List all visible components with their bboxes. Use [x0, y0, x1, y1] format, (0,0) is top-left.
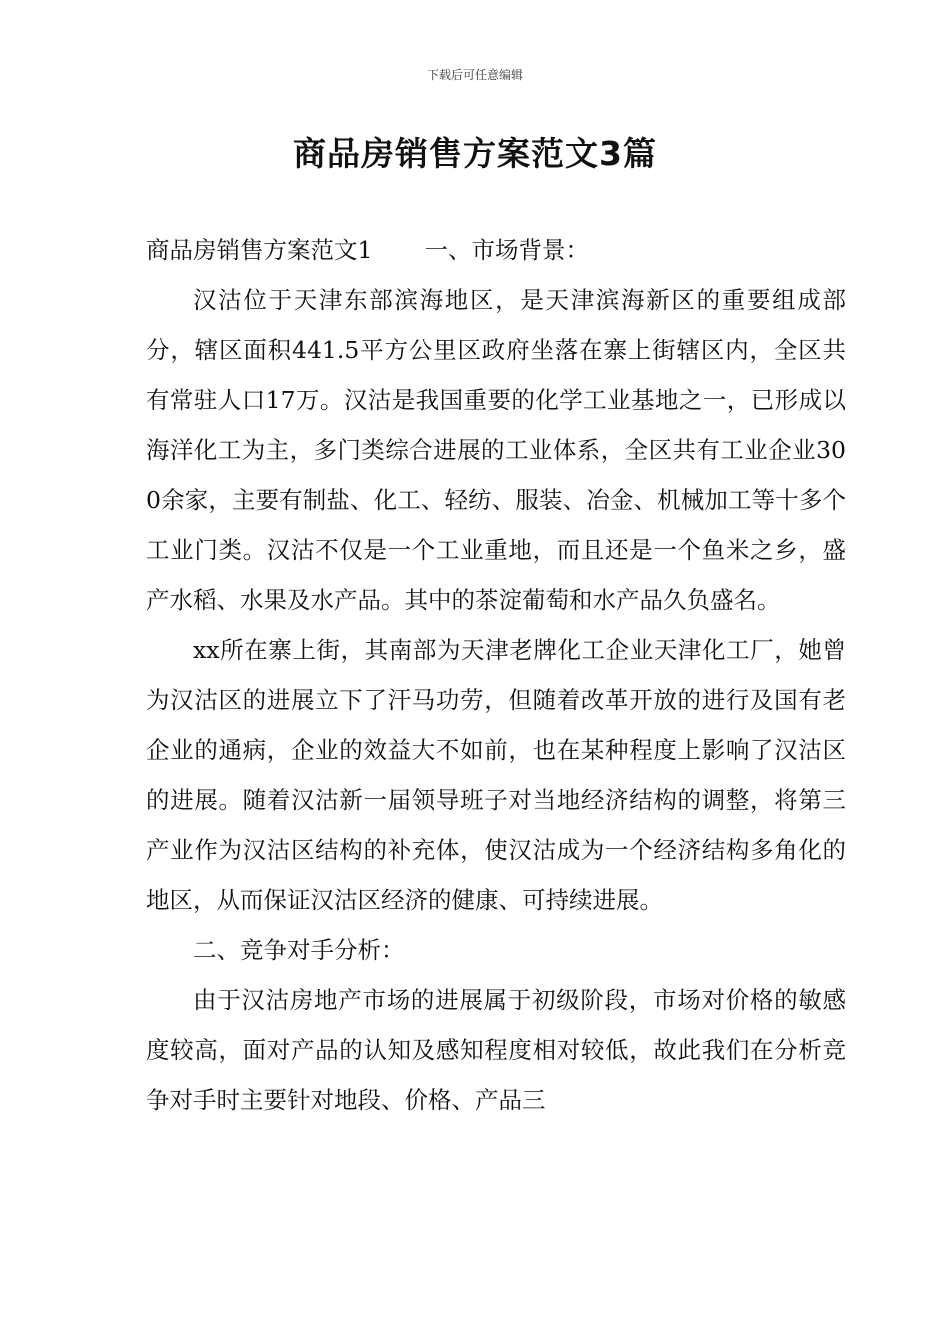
header-note: 下载后可任意编辑	[426, 68, 523, 82]
first-line	[146, 225, 846, 275]
paragraph-3: 由于汉沽房地产市场的进展属于初级阶段，市场对价格的敏感度较高，面对产品的认知及感知程度相对较低，故此我们在分析竞争对手时主要针对地段、价格、产品三	[146, 986, 846, 1114]
section-label: 商品房销售方案范文1	[146, 236, 373, 264]
section-heading: 一、市场背景：	[424, 236, 589, 264]
document-title: 商品房销售方案范文3篇	[293, 134, 657, 173]
paragraph-2: xx所在寨上街，其南部为天津老牌化工企业天津化工厂，她曾为汉沽区的进展立下了汗马功劳，但随着改革开放的进行及国有老企业的通病，企业的效益大不如前，也在某种程度上影响了汉沽区的进展。随着汉沽新一届领导班子对当地经济结构的调整，将第三产业作为汉沽区结构的补充体，使汉沽成为一个经济结构多角化的地区，从而保证汉沽区经济的健康、可持续进展。	[146, 636, 846, 914]
document-body	[146, 225, 846, 1125]
paragraph-1: 汉沽位于天津东部滨海地区，是天津滨海新区的重要组成部分，辖区面积441.5平方公里区政府坐落在寨上街辖区内，全区共有常驻人口17万。汉沽是我国重要的化学工业基地之一，已形成以海洋化工为主，多门类综合进展的工业体系，全区共有工业企业300余家，主要有制盐、化工、轻纺、服装、冶金、机械加工等十多个工业门类。汉沽不仅是一个工业重地，而且还是一个鱼米之乡，盛产水稻、水果及水产品。其中的茶淀葡萄和水产品久负盛名。	[146, 286, 846, 614]
section-heading-2: 二、竞争对手分析：	[193, 936, 405, 964]
